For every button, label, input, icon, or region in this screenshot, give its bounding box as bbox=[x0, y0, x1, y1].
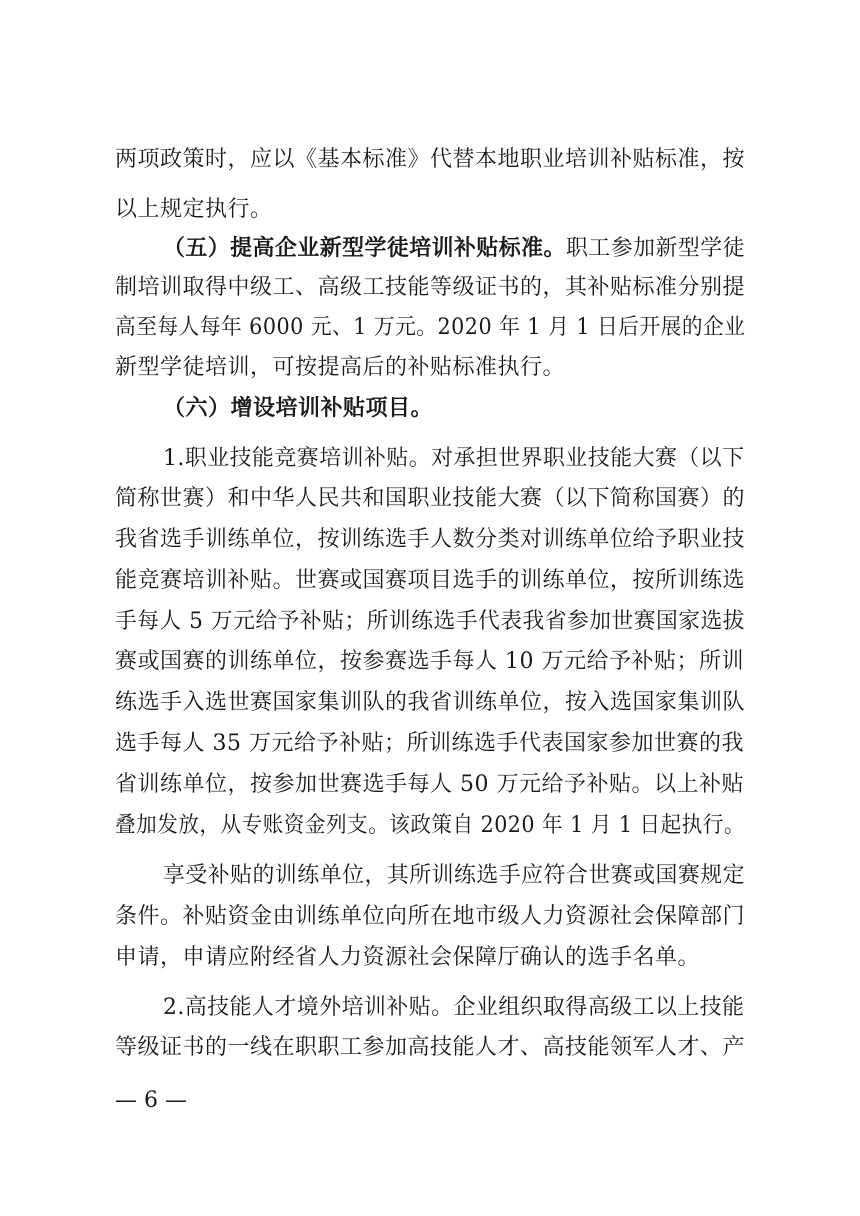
body-line: 两项政策时，应以《基本标准》代替本地职业培训补贴标准，按 bbox=[115, 147, 746, 172]
body-text: 职工参加新型学徒 bbox=[565, 236, 746, 261]
body-line: 新型学徒培训，可按提高后的补贴标准执行。 bbox=[115, 355, 566, 380]
body-line: 练选手入选世赛国家集训队的我省训练单位，按入选国家集训队 bbox=[115, 690, 746, 715]
body-line: 条件。补贴资金由训练单位向所在地市级人力资源社会保障部门 bbox=[115, 904, 746, 929]
section-five-line bbox=[163, 233, 745, 264]
body-line: 赛或国赛的训练单位，按参赛选手每人 10 万元给予补贴；所训 bbox=[115, 649, 744, 674]
body-line: 简称世赛）和中华人民共和国职业技能大赛（以下简称国赛）的 bbox=[115, 486, 746, 511]
section-six-heading: （六）增设培训补贴项目。 bbox=[163, 395, 434, 421]
body-line: 高至每人每年 6000 元、1 万元。2020 年 1 月 1 日后开展的企业 bbox=[115, 315, 746, 340]
body-line: 1.职业技能竞赛培训补贴。对承担世界职业技能大赛（以下 bbox=[163, 446, 745, 471]
body-line: 我省选手训练单位，按训练选手人数分类对训练单位给予职业技 bbox=[115, 527, 746, 552]
body-line: 手每人 5 万元给予补贴；所训练选手代表我省参加世赛国家选拔 bbox=[115, 609, 745, 634]
body-line: 叠加发放，从专账资金列支。该政策自 2020 年 1 月 1 日起执行。 bbox=[115, 813, 745, 838]
body-line: 能竞赛培训补贴。世赛或国赛项目选手的训练单位，按所训练选 bbox=[115, 568, 746, 593]
body-line: 以上规定执行。 bbox=[115, 197, 273, 222]
body-line: 制培训取得中级工、高级工技能等级证书的，其补贴标准分别提 bbox=[115, 275, 746, 300]
body-line: 等级证书的一线在职职工参加高技能人才、高技能领军人才、产 bbox=[115, 1035, 746, 1060]
page-number: — 6 — bbox=[115, 1088, 187, 1113]
body-line: 选手每人 35 万元给予补贴；所训练选手代表国家参加世赛的我 bbox=[115, 731, 744, 756]
body-line: 享受补贴的训练单位，其所训练选手应符合世赛或国赛规定 bbox=[163, 863, 746, 888]
section-five-heading: （五）提高企业新型学徒培训补贴标准。 bbox=[163, 235, 566, 261]
body-line: 省训练单位，按参加世赛选手每人 50 万元给予补贴。以上补贴 bbox=[115, 772, 744, 797]
body-line: 申请，申请应附经省人力资源社会保障厅确认的选手名单。 bbox=[115, 945, 701, 970]
body-line: 2.高技能人才境外培训补贴。企业组织取得高级工以上技能 bbox=[163, 995, 745, 1020]
